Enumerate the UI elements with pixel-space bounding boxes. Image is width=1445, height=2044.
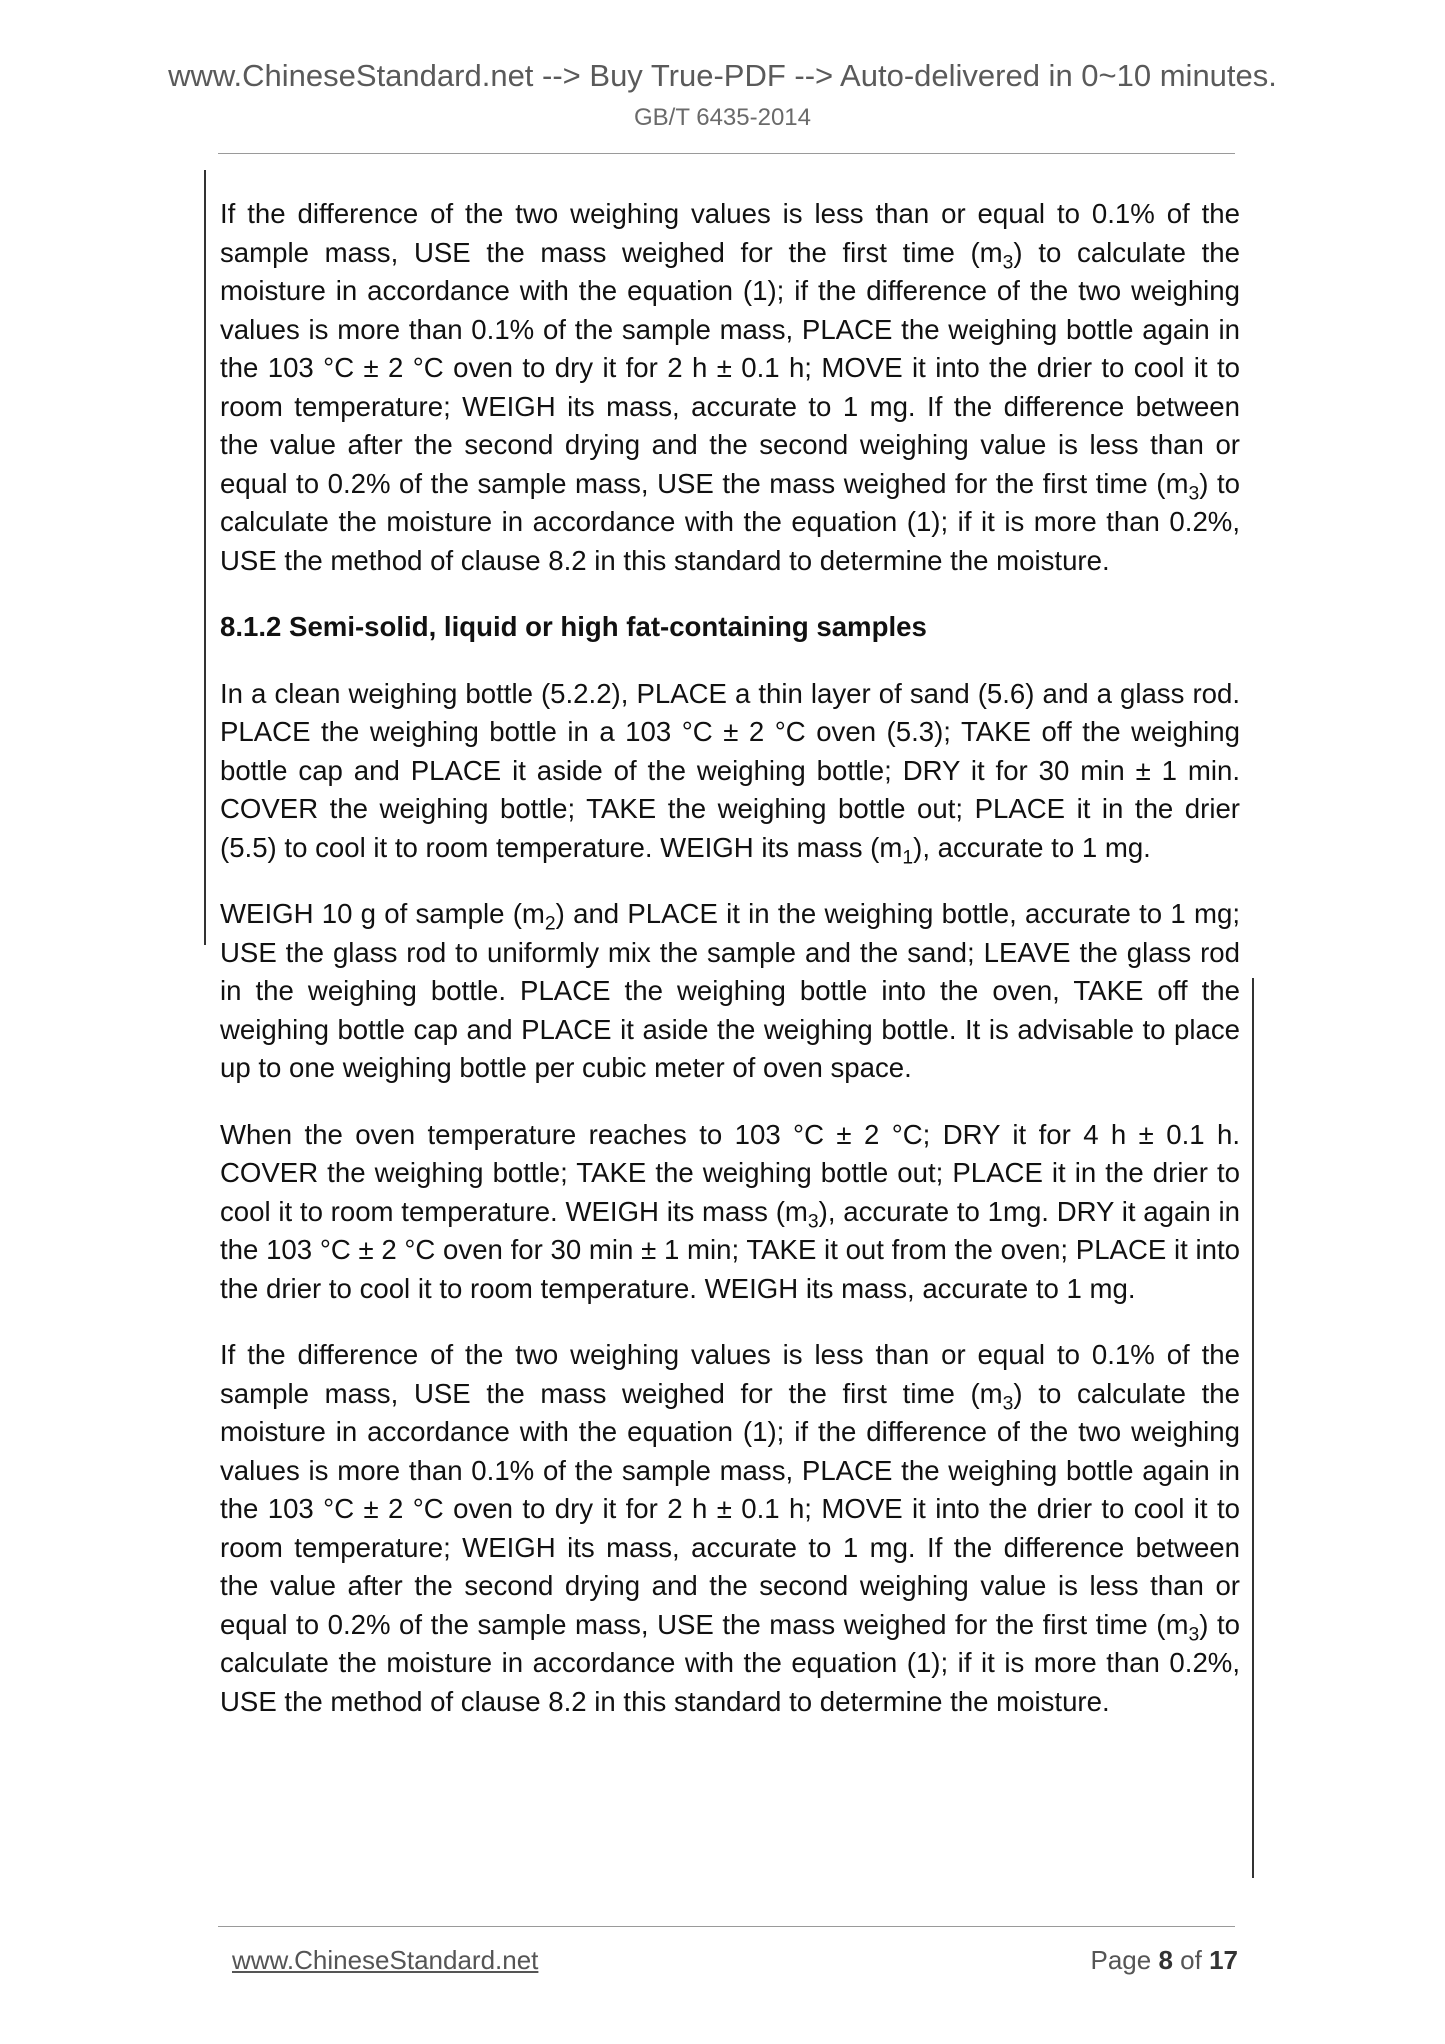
footer-divider: [218, 1926, 1235, 1927]
page-indicator: [1090, 1945, 1238, 1976]
header-banner: www.ChineseStandard.net --> Buy True-PDF --> Auto-delivered in 0~10 minutes.: [168, 58, 1277, 93]
header-divider: [218, 153, 1235, 154]
paragraph: When the oven temperature reaches to 103 °C ± 2 °C; DRY it for 4 h ± 0.1 h. COVER the weighing bottle; TAKE the weighing bottle out; PLACE it in the drier to cool it to room temperature. WEIGH its mass $(m_3)$, accurate to 1mg. DRY it again in the 103 °C ± 2 °C oven for 30 min ± 1 min; TAKE it out from the oven; PLACE it into the drier to cool it to room temperature. WEIGH its mass, accurate to 1 mg.: [220, 1118, 1240, 1304]
footer-site-link[interactable]: www.ChineseStandard.net: [232, 1945, 539, 1975]
paragraph: WEIGH 10 g of sample $(m_2)$ and PLACE it in the weighing bottle, accurate to 1 mg; USE the glass rod to uniformly mix the sample and the sand; LEAVE the glass rod in the weighing bottle. PLACE the weighing bottle into the oven, TAKE off the weighing bottle cap and PLACE it aside the weighing bottle. It is advisable to place up to one weighing bottle per cubic meter of oven space.: [220, 898, 1240, 1083]
section-heading: 8.1.2 Semi-solid, liquid or high fat-containing samples: [220, 611, 927, 642]
paragraph: If the difference of the two weighing values is less than or equal to 0.1% of the sample mass, USE the mass weighed for the first time $(m_3)$ to calculate the moisture in accordance with the equation (1); if the difference of the two weighing values is more than 0.1% of the sample mass, PLACE the weighing bottle again in the 103 °C ± 2 °C oven to dry it for 2 h ± 0.1 h; MOVE it into the drier to cool it to room temperature; WEIGH its mass, accurate to 1 mg. If the difference between the value after the second drying and the second weighing value is less than or equal to 0.2% of the sample mass, USE the mass weighed for the first time $(m_3)$ to calculate the moisture in accordance with the equation (1); if it is more than 0.2%, USE the method of clause 8.2 in this standard to determine the moisture.: [220, 198, 1240, 576]
page-word: Page: [1090, 1945, 1152, 1975]
document-body: [220, 195, 1240, 1721]
paragraph: In a clean weighing bottle (5.2.2), PLACE a thin layer of sand (5.6) and a glass rod. PLACE the weighing bottle in a 103 °C ± 2 °C oven (5.3); TAKE off the weighing bottle cap and PLACE it aside of the weighing bottle; DRY it for 30 min ± 1 min. COVER the weighing bottle; TAKE the weighing bottle out; PLACE it in the drier (5.5) to cool it to room temperature. WEIGH its mass $(m_1)$, accurate to 1 mg.: [220, 677, 1240, 869]
page-total: 17: [1209, 1945, 1238, 1975]
page-current: 8: [1158, 1945, 1173, 1975]
revision-bar-right: [1252, 978, 1254, 1878]
revision-bar-left: [204, 170, 206, 945]
page-of: of: [1180, 1945, 1202, 1975]
paragraph: If the difference of the two weighing values is less than or equal to 0.1% of the sample mass, USE the mass weighed for the first time $(m_3)$ to calculate the moisture in accordance with the equation (1); if the difference of the two weighing values is more than 0.1% of the sample mass, PLACE the weighing bottle again in the 103 °C ± 2 °C oven to dry it for 2 h ± 0.1 h; MOVE it into the drier to cool it to room temperature; WEIGH its mass, accurate to 1 mg. If the difference between the value after the second drying and the second weighing value is less than or equal to 0.2% of the sample mass, USE the mass weighed for the first time $(m_3)$ to calculate the moisture in accordance with the equation (1); if it is more than 0.2%, USE the method of clause 8.2 in this standard to determine the moisture.: [220, 1339, 1240, 1717]
document-id: GB/T 6435-2014: [633, 104, 811, 131]
